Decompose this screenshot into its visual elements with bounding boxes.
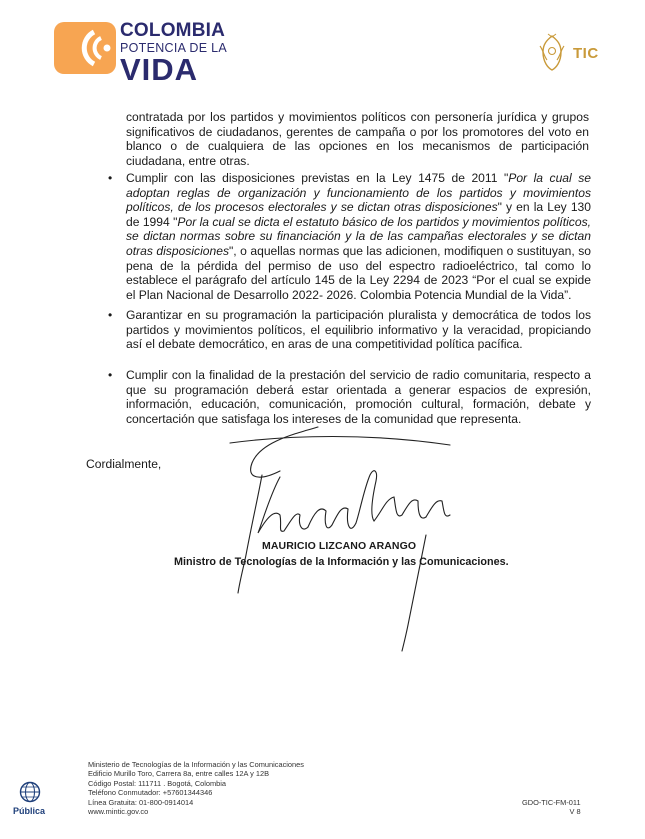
bullet1-law-1475-title: Por la cual se adoptan reglas de organización y funcionamiento de los partidos y movimientos políticos, de los procesos electorales y se dictan otras disposiciones: [126, 171, 591, 215]
document-code-block: [522, 798, 581, 817]
footer-ministry: Ministerio de Tecnologías de la Información y las Comunicaciones: [88, 760, 304, 769]
bullet-marker: •: [108, 171, 113, 185]
bullet-marker: •: [108, 368, 113, 382]
signer-title: Ministro de Tecnologías de la Información y las Comunicaciones.: [174, 556, 509, 568]
footer-address: Edificio Murillo Toro, Carrera 8a, entre calles 12A y 12B: [88, 769, 270, 779]
handwritten-signature: [200, 415, 500, 655]
brand-line-2: POTENCIA DE LA: [120, 41, 228, 55]
bullet1-text-a: Cumplir con las disposiciones previstas en la Ley 1475 de 2011 ": [126, 171, 509, 185]
intro-paragraph: contratada por los partidos y movimientos políticos con personería jurídica y grupos significativos de ciudadanos, gerentes de campaña o por los promotores del voto en blanco o de cualquiera de las opciones en los mecanismos de participación ciudadana, entre otras.: [126, 110, 589, 168]
brand-line-3: VIDA: [120, 52, 199, 87]
bullet1-text-e: ", o aquellas normas que las adicionen, modifiquen o sustituyan, so pena de la pérdida del permiso de uso del espectro radioeléctrico, tal como lo establece el parágrafo del artículo 145 de la Ley 2294 de 2023 “Por el cual se expide el Plan Nacional de Desarrollo 2022- 2026. Colombia Potencia Mundial de la Vida”.: [126, 243, 591, 302]
document-code: GDO-TIC-FM-011: [522, 798, 581, 807]
signer-name: MAURICIO LIZCANO ARANGO: [262, 540, 417, 552]
bullet-pluralism: Garantizar en su programación la participación pluralista y democrática de todos los partidos y movimientos políticos, el equilibrio informativo y la veracidad, propiciando así el debate democrático, en aras de una competitividad política pacífica.: [126, 308, 591, 352]
tic-label: TIC: [573, 45, 599, 62]
closing-salutation: Cordialmente,: [86, 457, 162, 471]
colombia-potencia-logo-icon: [54, 22, 116, 74]
footer-phone: Teléfono Conmutador: +57601344346: [88, 788, 213, 798]
bullet1-law-130-title: Por la cual se dicta el estatuto básico de los partidos y movimientos políticos, se dictan normas sobre su financiación y la de las campañas electorales y se dictan otras disposiciones: [126, 214, 591, 258]
classification-label: Pública: [13, 806, 46, 816]
footer-website: www.mintic.gov.co: [88, 807, 149, 817]
public-globe-icon: [18, 781, 42, 803]
mintic-seal-icon: [538, 32, 566, 72]
brand-wordmark: [120, 21, 227, 85]
bullet-community-radio: Cumplir con la finalidad de la prestación del servicio de radio comunitaria, respecto a que su programación deberá estar orientada a generar espacios de expresión, información, educación, comunicación, promoción cultural, formación, debate y concertación que satisfaga los intereses de la comunidad que representa.: [126, 368, 591, 426]
bullet1-text-c: " y en la Ley 130 de 1994 ": [126, 200, 591, 229]
brand-line-1: COLOMBIA: [120, 20, 226, 41]
footer-toll-free: Línea Gratuita: 01-800-0914014: [88, 797, 194, 807]
bullet-marker: •: [108, 308, 113, 322]
bullet-law-compliance: [126, 171, 591, 302]
footer-postal-code: Código Postal: 111711 . Bogotá, Colombia: [88, 778, 227, 788]
footer-contact-block: [88, 760, 304, 816]
document-version: V 8: [569, 807, 581, 817]
